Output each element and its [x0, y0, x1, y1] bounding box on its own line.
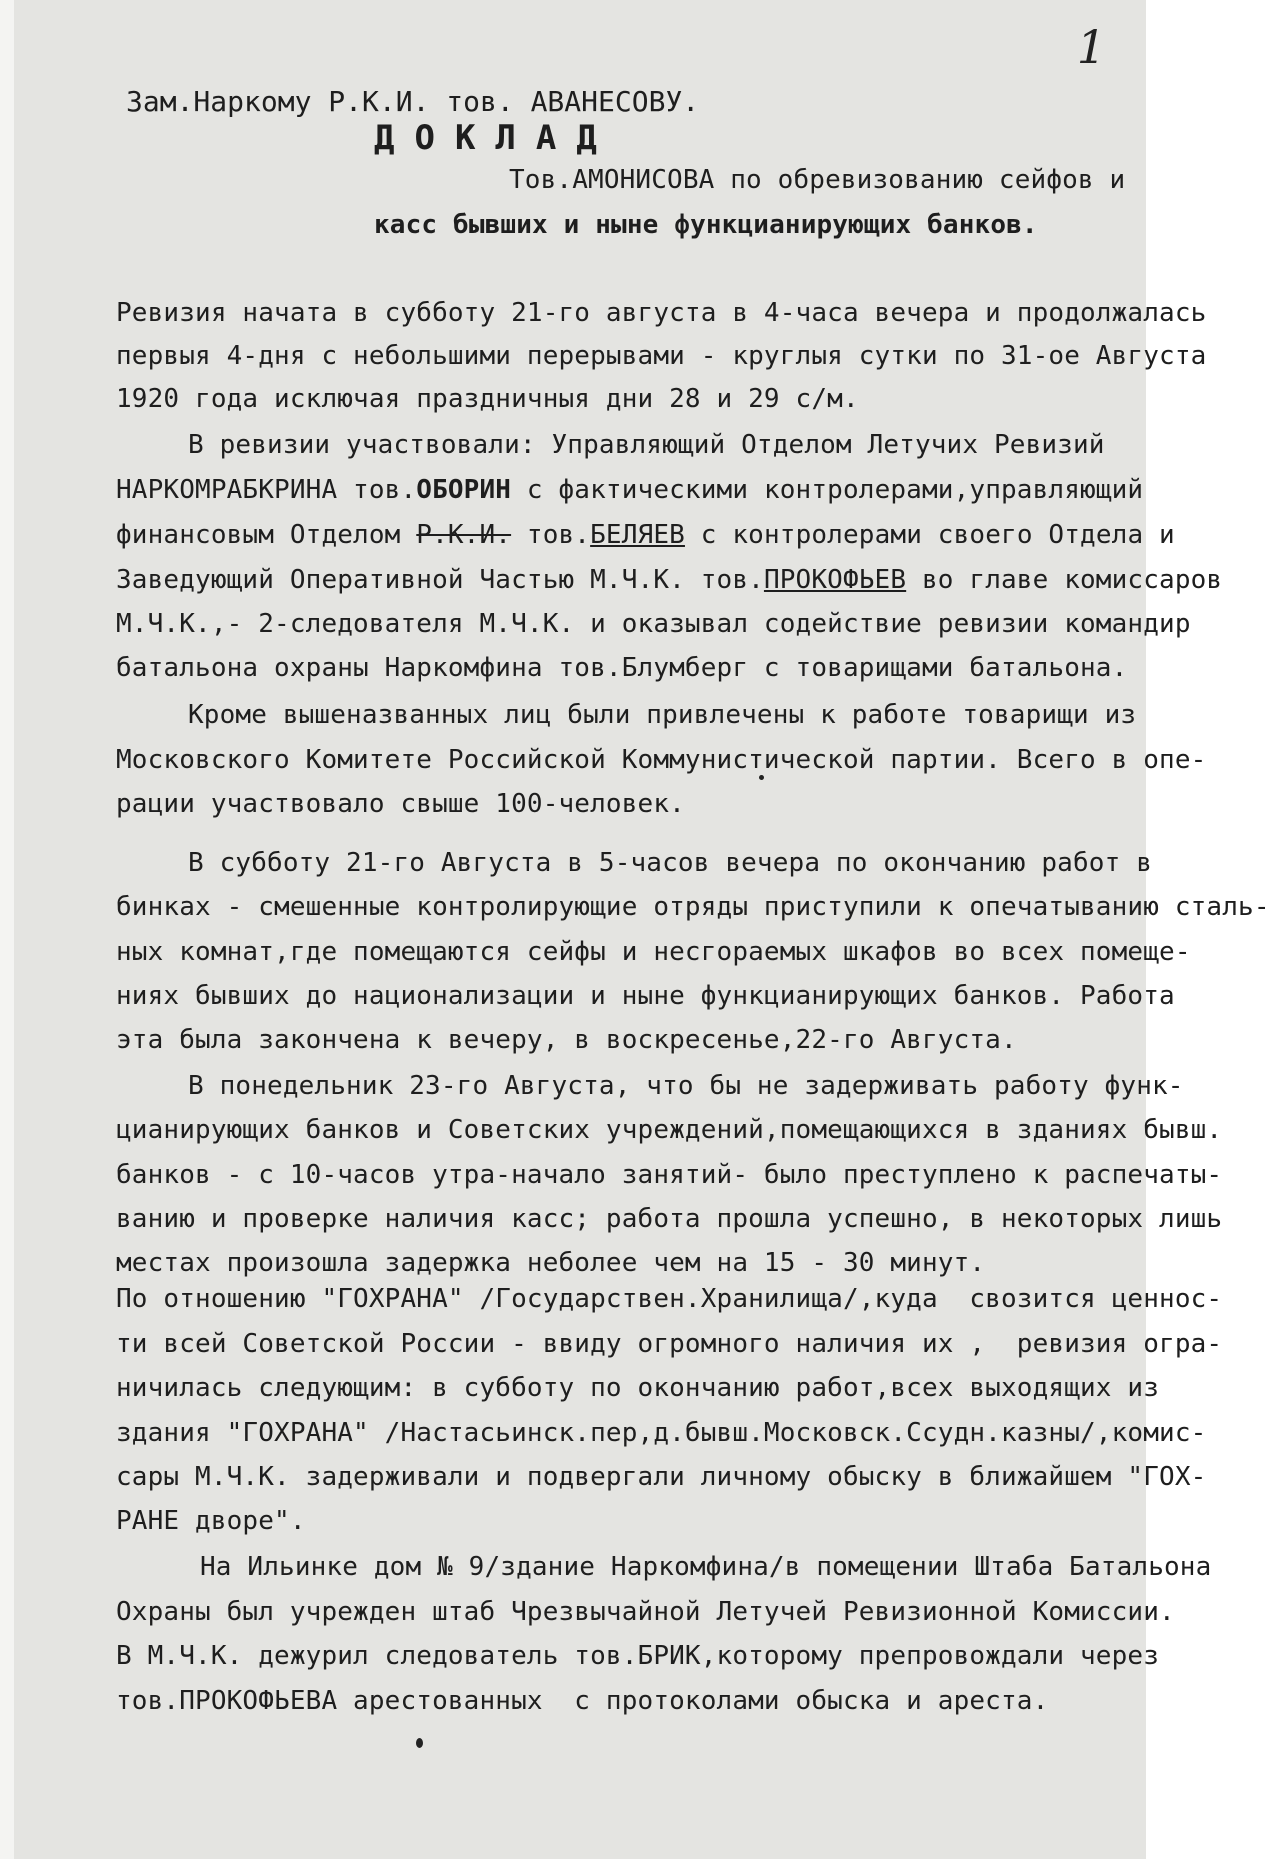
text-segment: с контролерами своего Отдела и: [684, 520, 1175, 550]
paragraph-2-line: [116, 520, 1175, 550]
document-title: ДОКЛАД: [374, 118, 617, 158]
paragraph-4-line: ных комнат,где помещаются сейфы и несгораемых шкафов во всех помеще-: [116, 937, 1191, 967]
subtitle-line-1: Тов.АМОНИСОВА по обревизованию сейфов и: [509, 165, 1126, 195]
text-segment: с фактическими контролерами,управляющий: [511, 475, 1144, 505]
paragraph-4-line: бинках - смешенные контролирующие отряды приступили к опечатыванию сталь-: [116, 892, 1270, 922]
paragraph-3-line: рации участвовало свыше 100-человек.: [116, 789, 685, 819]
ink-speck: [759, 775, 764, 780]
paragraph-7-line: тов.ПРОКОФЬЕВА арестованных с протоколами обыска и ареста.: [116, 1686, 1049, 1716]
paragraph-6-line: ти всей Советской России - ввиду огромного наличия их , ревизия огра-: [116, 1329, 1223, 1359]
paragraph-5-line: местах произошла задержка неболее чем на 15 - 30 минут.: [116, 1248, 986, 1278]
paragraph-7-line: На Ильинке дом № 9/здание Наркомфина/в помещении Штаба Батальона: [200, 1552, 1212, 1582]
paragraph-1-line: 1920 года исключая праздничныя дни 28 и 29 с/м.: [116, 384, 859, 414]
paragraph-6-line: здания "ГОХРАНА" /Настасьинск.пер,д.бывш.Московск.Ссудн.казны/,комис-: [116, 1418, 1207, 1448]
text-segment: тов.: [511, 520, 591, 550]
paragraph-3-line: Московского Комитете Российской Коммунистической партии. Всего в опе-: [116, 745, 1207, 775]
text-segment: во главе комиссаров: [906, 565, 1223, 595]
text-segment: Заведующий Оперативной Частью М.Ч.К. тов.: [116, 565, 764, 595]
paragraph-5-line: В понедельник 23-го Августа, что бы не задерживать работу функ-: [188, 1071, 1184, 1101]
paragraph-1-line: первыя 4-дня с небольшими перерывами - круглыя сутки по 31-ое Августа: [116, 341, 1207, 371]
paragraph-7-line: В М.Ч.К. дежурил следователь тов.БРИК,которому препровождали через: [116, 1641, 1160, 1671]
ink-speck: [416, 1738, 423, 1748]
paragraph-4-line: эта была закончена к вечеру, в воскресенье,22-го Августа.: [116, 1025, 1017, 1055]
paragraph-5-line: банков - с 10-часов утра-начало занятий- было преступлено к распечаты-: [116, 1160, 1223, 1190]
person-name-belyaev: БЕЛЯЕВ: [590, 520, 685, 550]
paragraph-6-line: По отношению "ГОХРАНА" /Государствен.Хранилища/,куда свозится ценнос-: [116, 1284, 1223, 1314]
paragraph-6-line: ничилась следующим: в субботу по окончанию работ,всех выходящих из: [116, 1373, 1160, 1403]
paragraph-5-line: цианирующих банков и Советских учреждений,помещающихся в зданиях бывш.: [116, 1115, 1223, 1145]
paragraph-7-line: Охраны был учрежден штаб Чрезвычайной Летучей Ревизионной Комиссии.: [116, 1597, 1175, 1627]
paragraph-3-line: Кроме вышеназванных лиц были привлечены к работе товарищи из: [188, 700, 1137, 730]
subtitle-line-2: касс бывших и ныне функцианирующих банков.: [374, 210, 1038, 240]
paragraph-2-line: В ревизии участвовали: Управляющий Отделом Летучих Ревизий: [188, 430, 1105, 460]
paragraph-2-line: М.Ч.К.,- 2-следователя М.Ч.К. и оказывал содействие ревизии командир: [116, 609, 1191, 639]
paragraph-5-line: ванию и проверке наличия касс; работа прошла успешно, в некоторых лишь: [116, 1204, 1223, 1234]
paragraph-6-line: РАНЕ дворе".: [116, 1506, 306, 1536]
addressee-line: Зам.Наркому Р.К.И. тов. АВАНЕСОВУ.: [126, 85, 700, 118]
paragraph-6-line: сары М.Ч.К. задерживали и подвергали личному обыску в ближайшем "ГОХ-: [116, 1462, 1207, 1492]
paragraph-4-line: ниях бывших до национализации и ныне функцианирующих банков. Работа: [116, 981, 1175, 1011]
paragraph-2-line: батальона охраны Наркомфина тов.Блумберг с товарищами батальона.: [116, 653, 1128, 683]
paragraph-2-line: [116, 565, 1222, 595]
text-segment: НАРКОМРАБКРИНА тов.: [116, 475, 417, 505]
paragraph-2-line: [116, 475, 1143, 505]
person-name-prokofiev: ПРОКОФЬЕВ: [763, 565, 907, 595]
paragraph-1-line: Ревизия начата в субботу 21-го августа в 4-часа вечера и продолжалась: [116, 298, 1207, 328]
paragraph-4-line: В субботу 21-го Августа в 5-часов вечера по окончанию работ в: [188, 848, 1153, 878]
struck-text: Р.К.И.: [416, 520, 512, 550]
page-number: 1: [1076, 20, 1106, 74]
text-segment: финансовым Отделом: [116, 520, 417, 550]
person-name-oborin: ОБОРИН: [416, 475, 512, 505]
